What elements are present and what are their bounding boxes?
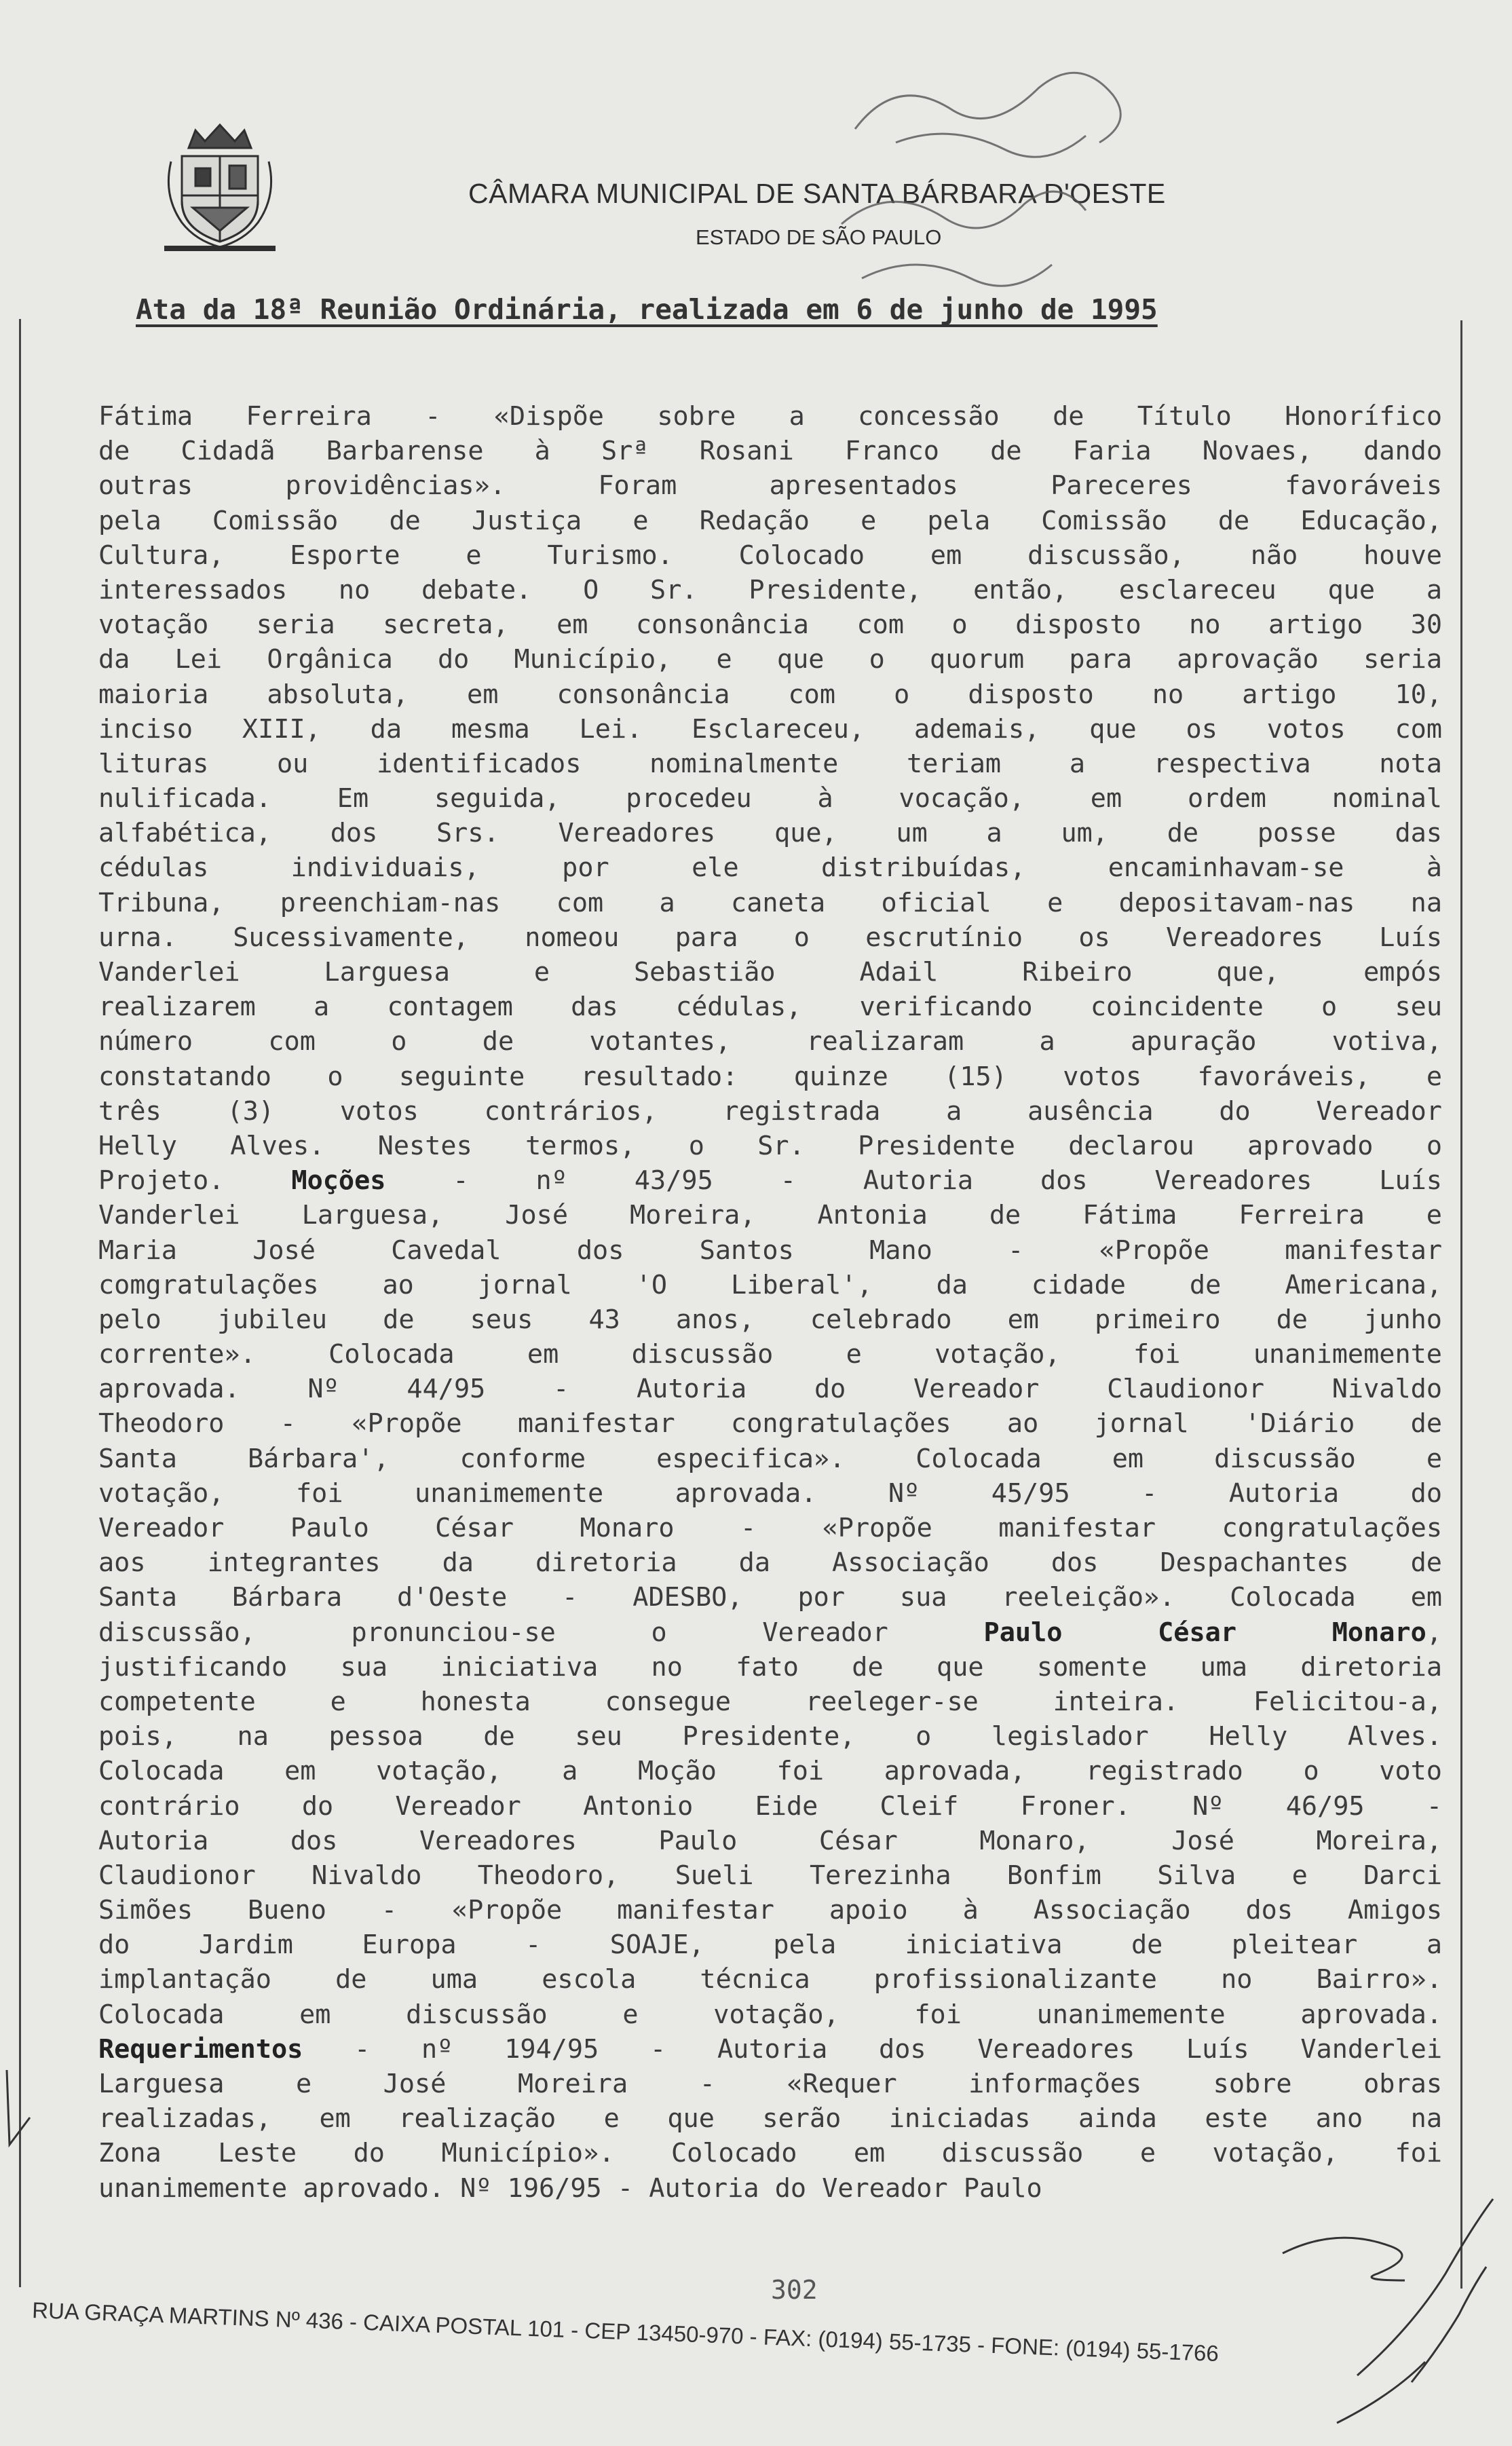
body-line: da Lei Orgânica do Município, e que o quorum para aprovação seria	[98, 644, 1442, 675]
body-line: inciso XIII, da mesma Lei. Esclareceu, ademais, que os votos com	[98, 713, 1442, 745]
body-line: Vanderlei Larguesa e Sebastião Adail Ribeiro que, empós	[98, 957, 1442, 987]
left-margin-rule	[19, 319, 21, 2287]
body-line: interessados no debate. O Sr. Presidente, então, esclareceu que a	[98, 574, 1442, 605]
body-line: Helly Alves. Nestes termos, o Sr. Presidente declarou aprovado o	[98, 1130, 1442, 1161]
body-line: Requerimentos - nº 194/95 - Autoria dos Vereadores Luís Vanderlei	[98, 2033, 1442, 2065]
right-margin-rule	[1460, 320, 1462, 2289]
body-line: pela Comissão de Justiça e Redação e pela Comissão de Educação,	[98, 505, 1442, 536]
body-line: implantação de uma escola técnica profissionalizante no Bairro».	[98, 1964, 1442, 1995]
body-line: do Jardim Europa - SOAJE, pela iniciativa de pleitear a	[98, 1930, 1442, 1961]
document-title: Ata da 18ª Reunião Ordinária, realizada em 6 de junho de 1995	[136, 293, 1158, 326]
body-line: Colocada em votação, a Moção foi aprovada, registrado o voto	[98, 1756, 1442, 1787]
body-line: Maria José Cavedal dos Santos Mano - «Propõe manifestar	[98, 1235, 1442, 1266]
body-line: cédulas individuais, por ele distribuídas, encaminhavam-se à	[98, 852, 1442, 884]
signature-icon	[814, 48, 1194, 319]
body-line: Simões Bueno - «Propõe manifestar apoio à Associação dos Amigos	[98, 1895, 1442, 1926]
margin-mark-icon	[0, 2063, 34, 2172]
body-line: realizarem a contagem das cédulas, verificando coincidente o seu	[98, 992, 1442, 1023]
body-line: alfabética, dos Srs. Vereadores que, um a um, de posse das	[98, 818, 1442, 849]
body-line: de Cidadã Barbarense à Srª Rosani Franco de Faria Novaes, dando	[98, 436, 1442, 467]
organization-state: ESTADO DE SÃO PAULO	[696, 225, 942, 249]
body-line: justificando sua iniciativa no fato de que somente uma diretoria	[98, 1651, 1442, 1682]
body-line: Larguesa e José Moreira - «Requer informações sobre obras	[98, 2069, 1442, 2099]
body-line: unanimemente aprovado. Nº 196/95 - Autoria do Vereador Paulo	[98, 2172, 1042, 2204]
body-line: Colocada em discussão e votação, foi unanimemente aprovada.	[98, 1999, 1442, 2030]
body-line: urna. Sucessivamente, nomeou para o escrutínio os Vereadores Luís	[98, 922, 1442, 953]
body-line: pelo jubileu de seus 43 anos, celebrado em primeiro de junho	[98, 1304, 1442, 1335]
body-line: comgratulações ao jornal 'O Liberal', da cidade de Americana,	[98, 1269, 1442, 1300]
body-line: votação, foi unanimemente aprovada. Nº 45/95 - Autoria do	[98, 1478, 1442, 1509]
page-number: 302	[771, 2275, 818, 2305]
body-line: Cultura, Esporte e Turismo. Colocado em discussão, não houve	[98, 540, 1442, 571]
body-line: contrário do Vereador Antonio Eide Cleif Froner. Nº 46/95 -	[98, 1790, 1442, 1822]
body-line: Claudionor Nivaldo Theodoro, Sueli Terezinha Bonfim Silva e Darci	[98, 1860, 1442, 1891]
body-line: competente e honesta consegue reeleger-se inteira. Felicitou-a,	[98, 1686, 1442, 1717]
body-line: pois, na pessoa de seu Presidente, o legislador Helly Alves.	[98, 1721, 1442, 1752]
body-line: número com o de votantes, realizaram a apuração votiva,	[98, 1026, 1442, 1057]
signature-icon	[1255, 2172, 1512, 2431]
organization-name: CÂMARA MUNICIPAL DE SANTA BÁRBARA D'OESTE	[468, 178, 1166, 209]
body-line: nulificada. Em seguida, procedeu à vocação, em ordem nominal	[98, 783, 1442, 814]
body-line: constatando o seguinte resultado: quinze (15) votos favoráveis, e	[98, 1061, 1442, 1092]
coat-of-arms-icon	[162, 121, 278, 254]
body-line: outras providências». Foram apresentados Pareceres favoráveis	[98, 470, 1442, 502]
body-line: Santa Bárbara', conforme especifica». Colocada em discussão e	[98, 1443, 1442, 1474]
body-line: aprovada. Nº 44/95 - Autoria do Vereador Claudionor Nivaldo	[98, 1374, 1442, 1405]
minutes-body-text	[98, 399, 1442, 2206]
body-line: votação seria secreta, em consonância com o disposto no artigo 30	[98, 609, 1442, 641]
body-line: Tribuna, preenchiam-nas com a caneta oficial e depositavam-nas na	[98, 887, 1442, 918]
body-line: Santa Bárbara d'Oeste - ADESBO, por sua reeleição». Colocada em	[98, 1582, 1442, 1613]
body-line: três (3) votos contrários, registrada a ausência do Vereador	[98, 1095, 1442, 1127]
body-line: Projeto. Moções - nº 43/95 - Autoria dos Vereadores Luís	[98, 1165, 1442, 1197]
body-line: aos integrantes da diretoria da Associação dos Despachantes de	[98, 1547, 1442, 1579]
body-line: Zona Leste do Município». Colocado em discussão e votação, foi	[98, 2138, 1442, 2169]
body-line: discussão, pronunciou-se o Vereador Paulo César Monaro,	[98, 1617, 1442, 1648]
body-line: Fátima Ferreira - «Dispõe sobre a concessão de Título Honorífico	[98, 401, 1442, 432]
body-line: realizadas, em realização e que serão iniciadas ainda este ano na	[98, 2103, 1442, 2134]
body-line: corrente». Colocada em discussão e votação, foi unanimemente	[98, 1339, 1442, 1370]
body-line: Autoria dos Vereadores Paulo César Monaro, José Moreira,	[98, 1825, 1442, 1856]
footer-address: RUA GRAÇA MARTINS Nº 436 - CAIXA POSTAL 101 - CEP 13450-970 - FAX: (0194) 55-1735 - FONE: (0194) 55-1766	[31, 2297, 1220, 2367]
body-line: lituras ou identificados nominalmente teriam a respectiva nota	[98, 748, 1442, 779]
body-line: Vanderlei Larguesa, José Moreira, Antonia de Fátima Ferreira e	[98, 1200, 1442, 1231]
body-line: Theodoro - «Propõe manifestar congratulações ao jornal 'Diário de	[98, 1408, 1442, 1440]
body-line: Vereador Paulo César Monaro - «Propõe manifestar congratulações	[98, 1513, 1442, 1543]
body-line: maioria absoluta, em consonância com o disposto no artigo 10,	[98, 679, 1442, 710]
